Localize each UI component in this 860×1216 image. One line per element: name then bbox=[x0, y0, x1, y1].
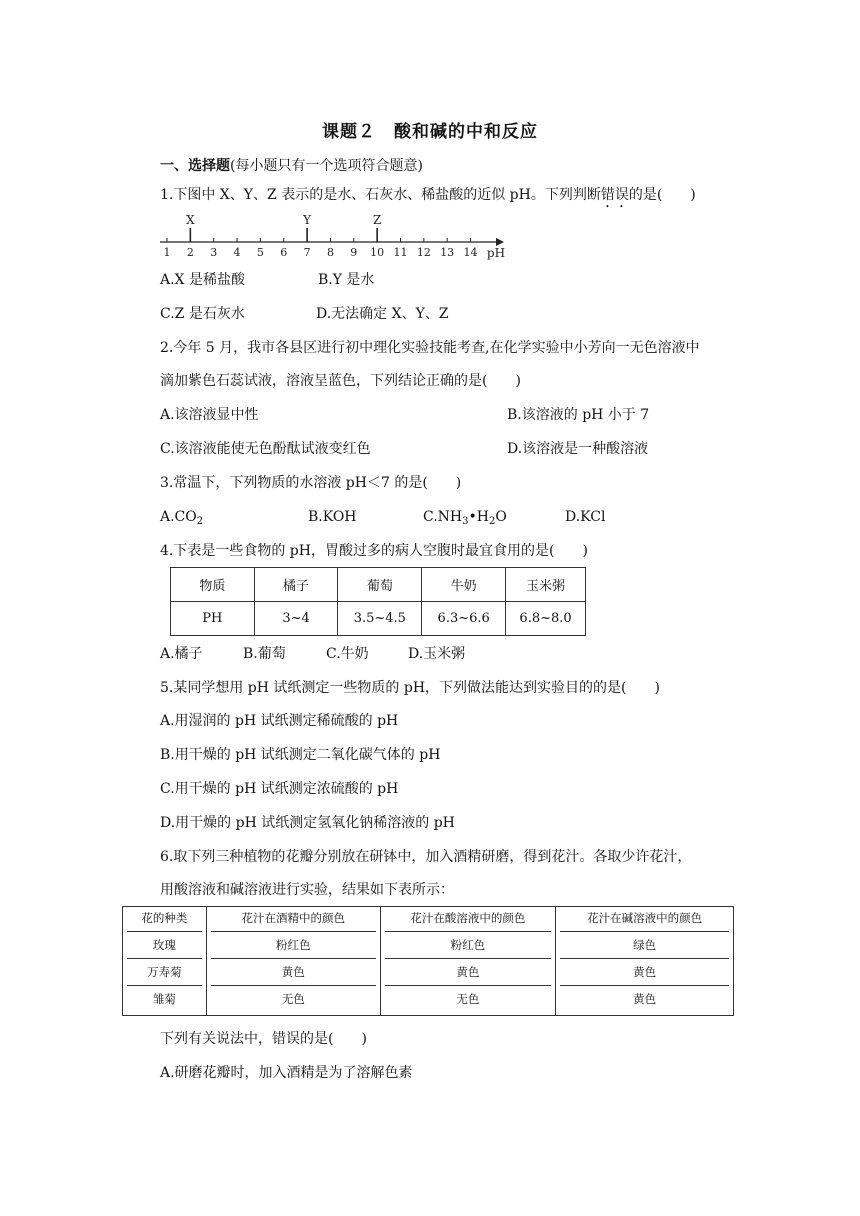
food-ph-table bbox=[170, 567, 586, 636]
table-cell-text: 粉红色 bbox=[275, 938, 311, 952]
table-header-cell bbox=[380, 907, 556, 935]
ph-axis-arrow-icon bbox=[496, 238, 504, 246]
ph-tick-label: 9 bbox=[350, 246, 358, 259]
q3-option-a bbox=[160, 508, 203, 526]
table-row bbox=[123, 988, 734, 1016]
q1-option-b: B.Y 是水 bbox=[318, 272, 375, 288]
ph-tick-label: 13 bbox=[440, 246, 455, 259]
table-cell-text: 黄色 bbox=[633, 992, 657, 1006]
table-cell bbox=[123, 961, 207, 988]
q1-option-a: A.X 是稀盐酸 bbox=[160, 272, 245, 288]
table-cell bbox=[123, 934, 207, 961]
table-header-text: 花汁在酒精中的颜色 bbox=[241, 911, 345, 925]
table-row bbox=[171, 602, 586, 636]
table-cell bbox=[123, 988, 207, 1016]
q6-question: 下列有关说法中，错误的是( ) bbox=[160, 1031, 367, 1047]
q6-stem-line1: 6.取下列三种植物的花瓣分别放在研钵中，加入酒精研磨，得到花汁。各取少许花汁， bbox=[160, 849, 692, 865]
q3-option-c-text: C.NH bbox=[423, 509, 463, 525]
table-cell-text: 玫瑰 bbox=[152, 938, 176, 952]
q3-option-a-subscript: 2 bbox=[196, 516, 204, 527]
ph-tick-label: 14 bbox=[463, 246, 478, 259]
section-heading bbox=[160, 157, 423, 175]
q2-stem-line2: 滴加紫色石蕊试液，溶液呈蓝色，下列结论正确的是( ) bbox=[160, 373, 521, 389]
table-header-cell bbox=[123, 907, 207, 935]
q3-option-b: B.KOH bbox=[308, 509, 357, 525]
table-cell-text: 万寿菊 bbox=[147, 965, 182, 979]
table-cell bbox=[380, 988, 556, 1016]
q6-stem-line2: 用酸溶液和碱溶液进行实验，结果如下表所示： bbox=[160, 882, 454, 898]
ph-tick-label: 10 bbox=[370, 246, 385, 259]
q3-stem: 3.常温下，下列物质的水溶液 pH＜7 的是( ) bbox=[160, 475, 462, 491]
q3-option-c bbox=[423, 508, 507, 526]
table-cell-text: 绿色 bbox=[633, 938, 657, 952]
table-cell: 3~4 bbox=[254, 602, 338, 636]
page-title: 课题２ 酸和碱的中和反应 bbox=[322, 122, 538, 142]
table-cell-text: 粉红色 bbox=[450, 938, 486, 952]
table-cell-text: 无色 bbox=[281, 992, 305, 1006]
table-cell: 3.5~4.5 bbox=[338, 602, 422, 636]
q2-stem-line1: 2.今年 5 月，我市各县区进行初中理化实验技能考查,在化学实验中小芳向一无色溶液中 bbox=[160, 340, 700, 356]
ph-tick-label: 11 bbox=[393, 246, 408, 259]
table-row bbox=[123, 907, 734, 935]
table-header-cell: 橘子 bbox=[254, 568, 338, 602]
table-header-text: 花汁在酸溶液中的颜色 bbox=[410, 911, 526, 925]
q5-option-a: A.用湿润的 pH 试纸测定稀硫酸的 pH bbox=[160, 713, 399, 729]
table-row bbox=[123, 934, 734, 961]
q1-option-c: C.Z 是石灰水 bbox=[160, 306, 245, 322]
q4-option-b: B.葡萄 bbox=[243, 646, 286, 662]
ph-tick-label: 4 bbox=[233, 246, 241, 259]
ph-scale-diagram bbox=[0, 212, 860, 262]
table-header-cell: 物质 bbox=[171, 568, 255, 602]
table-cell-text: 黄色 bbox=[633, 965, 657, 979]
table-cell: PH bbox=[171, 602, 255, 636]
ph-tick-label: 5 bbox=[256, 246, 264, 259]
table-cell bbox=[556, 961, 734, 988]
q4-option-d: D.玉米粥 bbox=[408, 646, 466, 662]
ph-marker-label: Z bbox=[372, 213, 382, 227]
table-header-cell bbox=[556, 907, 734, 935]
flower-indicator-table bbox=[122, 906, 734, 1016]
q1-stem-tail: 的是( ) bbox=[628, 187, 696, 203]
table-cell bbox=[206, 934, 380, 961]
section-note: (每小题只有一个选项符合题意) bbox=[230, 158, 423, 174]
ph-tick-label: 3 bbox=[210, 246, 218, 259]
section-heading-label: 一、选择题 bbox=[160, 158, 230, 174]
q2-option-c: C.该溶液能使无色酚酞试液变红色 bbox=[160, 441, 371, 457]
ph-tick-label: 12 bbox=[416, 246, 431, 259]
table-header-cell: 玉米粥 bbox=[506, 568, 586, 602]
table-cell bbox=[556, 934, 734, 961]
table-header-text: 花的种类 bbox=[141, 911, 188, 925]
ph-tick-label: 1 bbox=[163, 246, 171, 259]
q3-option-c-subscript-2: 2 bbox=[488, 516, 496, 527]
ph-tick-label: 2 bbox=[186, 246, 194, 259]
q3-option-c-subscript-1: 3 bbox=[462, 516, 469, 527]
q3-option-a-text: A.CO bbox=[160, 509, 197, 525]
table-cell bbox=[206, 961, 380, 988]
q4-option-c: C.牛奶 bbox=[326, 646, 369, 662]
q4-option-a: A.橘子 bbox=[160, 646, 203, 662]
q5-option-c: C.用干燥的 pH 试纸测定浓硫酸的 pH bbox=[160, 781, 399, 797]
table-header-cell: 葡萄 bbox=[338, 568, 422, 602]
q5-stem: 5.某同学想用 pH 试纸测定一些物质的 pH，下列做法能达到实验目的的是( ) bbox=[160, 680, 660, 696]
q1-option-d: D.无法确定 X、Y、Z bbox=[316, 306, 449, 322]
table-cell: 6.8~8.0 bbox=[506, 602, 586, 636]
table-row bbox=[123, 961, 734, 988]
q5-option-b: B.用干燥的 pH 试纸测定二氧化碳气体的 pH bbox=[160, 747, 441, 763]
table-cell bbox=[380, 961, 556, 988]
ph-tick-label: 8 bbox=[326, 246, 334, 259]
table-cell bbox=[556, 988, 734, 1016]
table-cell-text: 无色 bbox=[456, 992, 480, 1006]
q5-option-d: D.用干燥的 pH 试纸测定氢氧化钠稀溶液的 pH bbox=[160, 815, 455, 831]
q3-option-d: D.KCl bbox=[565, 509, 606, 525]
table-header-text: 花汁在碱溶液中的颜色 bbox=[587, 911, 703, 925]
table-cell-text: 黄色 bbox=[456, 965, 480, 979]
table-cell bbox=[380, 934, 556, 961]
table-header-cell bbox=[206, 907, 380, 935]
q6-option-a: A.研磨花瓣时，加入酒精是为了溶解色素 bbox=[160, 1065, 413, 1081]
table-header-cell: 牛奶 bbox=[422, 568, 506, 602]
q2-option-d: D.该溶液是一种酸溶液 bbox=[507, 441, 649, 457]
q2-option-a: A.该溶液显中性 bbox=[160, 407, 259, 423]
ph-unit-label: pH bbox=[486, 246, 506, 260]
q1-stem bbox=[160, 186, 696, 211]
q2-option-b: B.该溶液的 pH 小于 7 bbox=[507, 407, 650, 423]
q4-stem: 4.下表是一些食物的 pH，胃酸过多的病人空腹时最宜食用的是( ) bbox=[160, 543, 588, 559]
q3-option-c-mid: •H bbox=[468, 509, 489, 525]
ph-tick-label: 7 bbox=[303, 246, 311, 259]
table-cell-text: 雏菊 bbox=[152, 992, 176, 1006]
ph-marker-label: X bbox=[186, 213, 195, 227]
q1-stem-text: 1.下图中 X、Y、Z 表示的是水、石灰水、稀盐酸的近似 pH。下列判断 bbox=[160, 187, 601, 203]
table-row bbox=[171, 568, 586, 602]
ph-marker-label: Y bbox=[303, 213, 312, 227]
q3-option-c-tail: O bbox=[495, 509, 507, 525]
table-cell: 6.3~6.6 bbox=[422, 602, 506, 636]
q1-stem-emphasis: 错误 bbox=[600, 187, 629, 203]
table-cell bbox=[206, 988, 380, 1016]
ph-tick-label: 6 bbox=[280, 246, 288, 259]
table-cell-text: 黄色 bbox=[281, 965, 305, 979]
